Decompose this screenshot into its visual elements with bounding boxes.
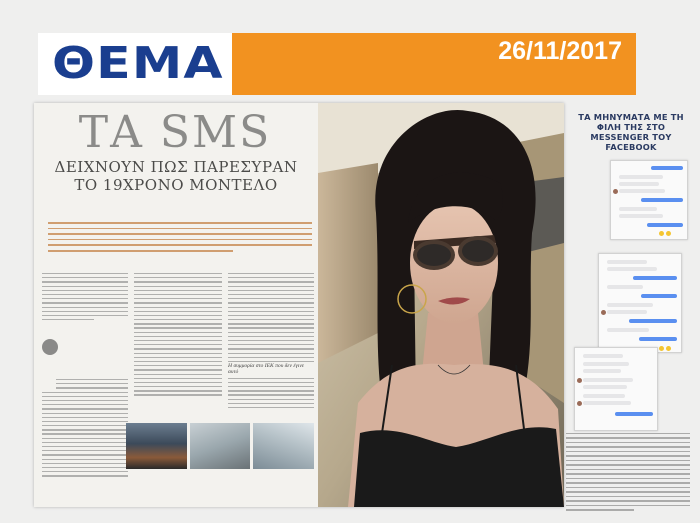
date: 26/11/2017 [498,37,622,65]
portrait-photo [318,103,564,507]
date-band [232,33,636,95]
news-photo-1 [126,423,187,469]
logo-text: ΘΕΜΑ [52,38,224,89]
sidebar-title: ΤΑ ΜΗΝΥΜΑΤΑ ΜΕ ΤΗ ΦΙΛΗ ΤΗΣ ΣΤΟ MESSENGER ΤΟΥ FACEBOOK [578,112,684,152]
text-column-1 [42,273,128,333]
messenger-screenshot-1 [610,160,688,240]
section-caption: Η συμμορία στο ΙΕΚ που δεν έγινε αυτό [228,362,314,376]
news-photo-2 [190,423,251,469]
messenger-screenshot-2 [598,253,682,353]
sidebar [562,103,700,523]
text-column-1-lower [42,379,128,503]
main-photo [318,103,564,507]
photo-strip [126,423,314,469]
subheadline: ΔΕΙΧΝΟΥΝ ΠΩΣ ΠΑΡΕΣΥΡΑΝ ΤΟ 19ΧΡΟΝΟ ΜΟΝΤΕΛΟ [54,158,298,194]
sidebar-body-text [566,433,690,519]
magazine-spread [34,103,564,507]
news-photo-3 [253,423,314,469]
headline: ΤΑ SMS [78,107,272,158]
author-avatar [42,339,58,355]
logo [38,33,232,95]
left-page [34,103,318,507]
messenger-screenshot-3 [574,347,658,431]
header [0,0,700,103]
lede-block [48,219,312,256]
